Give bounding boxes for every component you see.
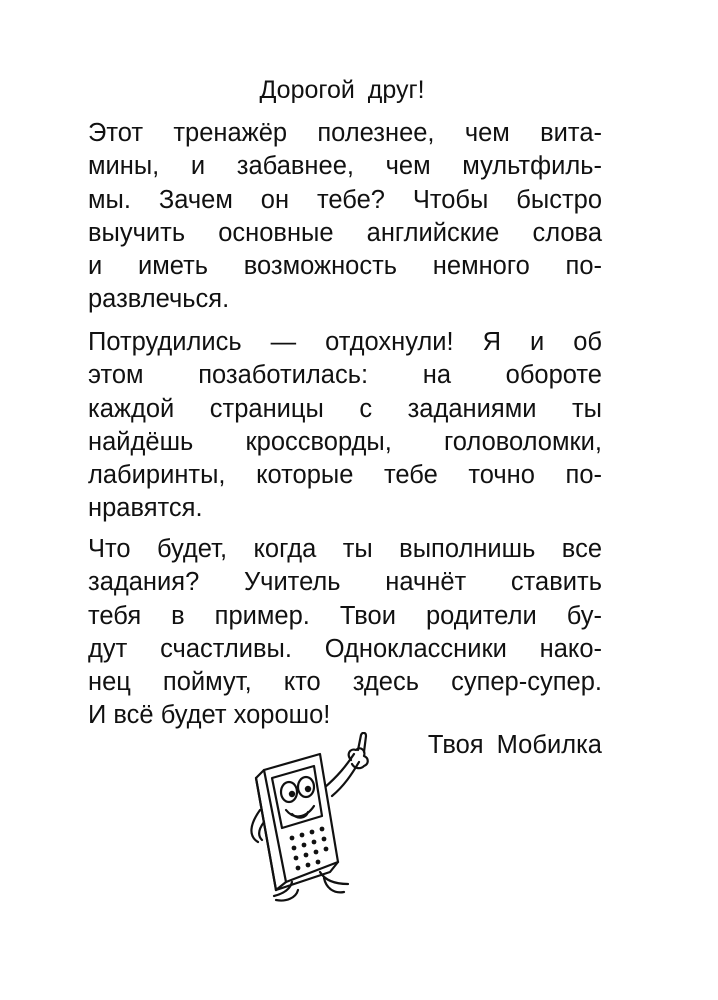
paragraph-intro xyxy=(88,117,602,317)
text-line: мины, и забавнее, чем мультфиль- xyxy=(88,152,602,181)
text-line: тебя в пример. Твои родители бу- xyxy=(88,601,602,630)
text-line: Этот тренажёр полезнее, чем вита- xyxy=(88,119,602,147)
text-line: дут счастливы. Одноклассники нако- xyxy=(88,634,602,663)
text-line: найдёшь кроссворды, головоломки, xyxy=(88,427,602,456)
text-line: и иметь возможность немного по- xyxy=(88,252,602,281)
text-line: этом позаботилась: на обороте xyxy=(88,361,602,390)
text-line: нец поймут, кто здесь супер-супер. xyxy=(88,668,602,697)
text-line: развлечься. xyxy=(88,285,230,314)
cartoon-mobile-phone-mascot-icon xyxy=(246,732,386,904)
letter-greeting: Дорогой друг! xyxy=(259,76,425,104)
text-line: Что будет, когда ты выполнишь все xyxy=(88,535,602,563)
text-line: нравятся. xyxy=(88,494,203,523)
text-line: мы. Зачем он тебе? Чтобы быстро xyxy=(88,185,602,214)
text-line: выучить основные английские слова xyxy=(88,218,602,247)
text-line: лабиринты, которые тебе точно по- xyxy=(88,461,602,490)
text-line: задания? Учитель начнёт ставить xyxy=(88,568,602,597)
letter-signature: Твоя Мобилка xyxy=(427,731,602,759)
paragraph-outcome xyxy=(88,533,602,733)
text-line: И всё будет хорошо! xyxy=(88,701,331,730)
text-line: каждой страницы с заданиями ты xyxy=(88,394,602,423)
paragraph-games xyxy=(88,326,602,526)
text-line: Потрудились — отдохнули! Я и об xyxy=(88,328,602,356)
